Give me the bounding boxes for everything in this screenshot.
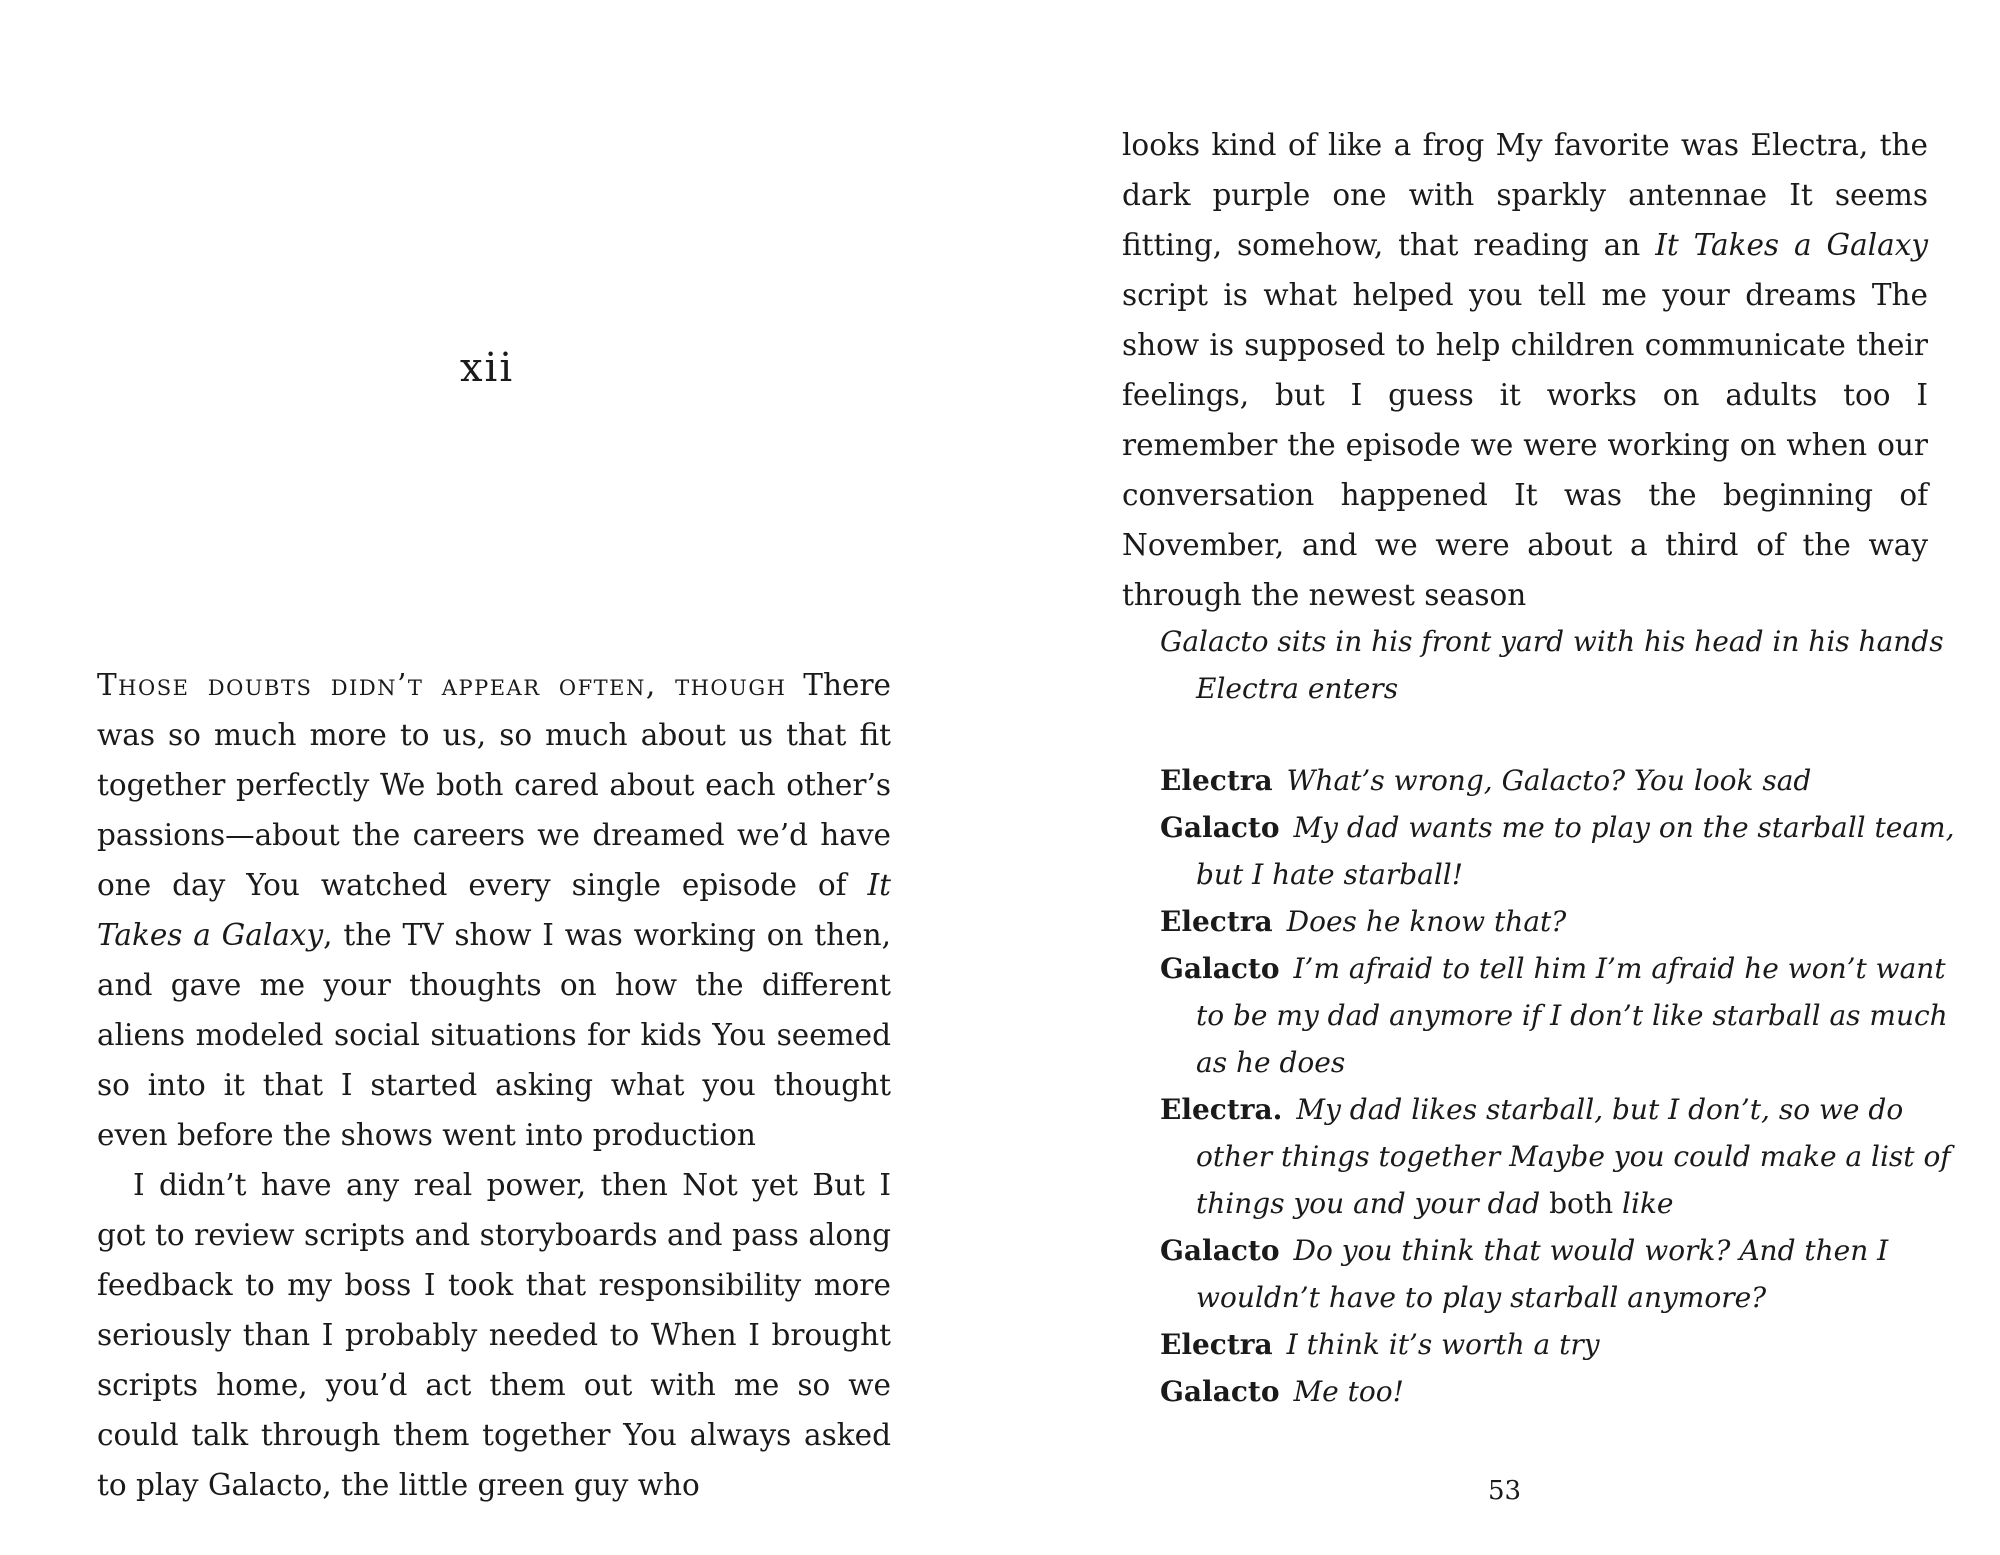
dialogue: I’m afraid to tell him I’m afraid he won’t want to be my dad anymore if I don’t like starball as much as he does: [1196, 952, 1948, 1079]
stage-direction: Galacto sits in his front yard with his head in his hands Electra enters: [1160, 625, 1944, 705]
speaker: Galacto: [1160, 952, 1280, 985]
dialogue: I think it’s worth a try: [1286, 1328, 1600, 1361]
speaker: Electra: [1160, 764, 1273, 797]
show-title: It Takes a Galaxy: [97, 868, 891, 952]
script-line: [1160, 1321, 1960, 1368]
script-line: [1160, 945, 1960, 1086]
script-line: [1160, 1227, 1960, 1321]
script-line: [1160, 1086, 1960, 1227]
chapter-opening-smallcaps: Those doubts didn’t appear often, though: [97, 668, 787, 702]
chapter-number: xii: [460, 345, 515, 391]
paragraph: I didn’t have any real power, then Not yet But I got to review scripts and storyboards and pass along feedback to my boss I took that responsibility more seriously than I probably needed to When I brought scripts home, you’d act them out with me so we could talk through them together You always asked to play Galacto, the little green guy who: [97, 1168, 891, 1502]
script-line: [1160, 757, 1960, 804]
dialogue: What’s wrong, Galacto? You look sad: [1286, 764, 1812, 797]
speaker: Galacto: [1160, 1234, 1280, 1267]
script-line: [1160, 804, 1960, 898]
script-line: [1160, 1368, 1960, 1415]
right-body-text: [1122, 120, 1928, 620]
paragraph: [1122, 120, 1928, 620]
paragraph-text: script is what helped you tell me your dreams The show is supposed to help children communicate their feelings, but I guess it works on adults too I remember the episode we were working on when our conversation happened It was the beginning of November, and we were about a third of the way through the newest season: [1122, 278, 1928, 612]
dialogue-text: My dad likes starball, but I don’t, so we do other things together Maybe you could make a list of things you and your dad: [1196, 1093, 1951, 1220]
script-line: [1160, 898, 1960, 945]
speaker: Electra: [1160, 1328, 1273, 1361]
speaker: Electra: [1160, 905, 1273, 938]
dialogue-text-roman: both: [1540, 1187, 1623, 1220]
dialogue: [1196, 1093, 1951, 1220]
show-title: It Takes a Galaxy: [1655, 228, 1928, 262]
script-dialogue: [1160, 757, 1960, 1415]
dialogue: My dad wants me to play on the starball team, but I hate starball!: [1196, 811, 1955, 891]
speaker: Galacto: [1160, 1375, 1280, 1408]
dialogue: Me too!: [1293, 1375, 1404, 1408]
dialogue: Do you think that would work? And then I wouldn’t have to play starball anymore?: [1196, 1234, 1889, 1314]
paragraph: [97, 660, 891, 1160]
paragraph-text: There was so much more to us, so much about us that fit together perfectly We both cared about each other’s passions—about the careers we dreamed we’d have one day You watched every single episode of: [97, 668, 892, 902]
left-body-text: [97, 660, 891, 1510]
paragraph-text: looks kind of like a frog My favorite was Electra, the dark purple one with sparkly antennae It seems fitting, somehow, that reading an: [1122, 128, 1928, 262]
paragraph-text: , the TV show I was working on then, and gave me your thoughts on how the different aliens modeled social situations for kids You seemed so into it that I started asking what you thought even before the shows went into production: [97, 918, 891, 1152]
page-number: 53: [1488, 1476, 1522, 1506]
speaker: Electra.: [1160, 1093, 1283, 1126]
dialogue: Does he know that?: [1286, 905, 1567, 938]
right-page: [1000, 0, 2000, 1555]
dialogue-text: like: [1622, 1187, 1674, 1220]
speaker: Galacto: [1160, 811, 1280, 844]
